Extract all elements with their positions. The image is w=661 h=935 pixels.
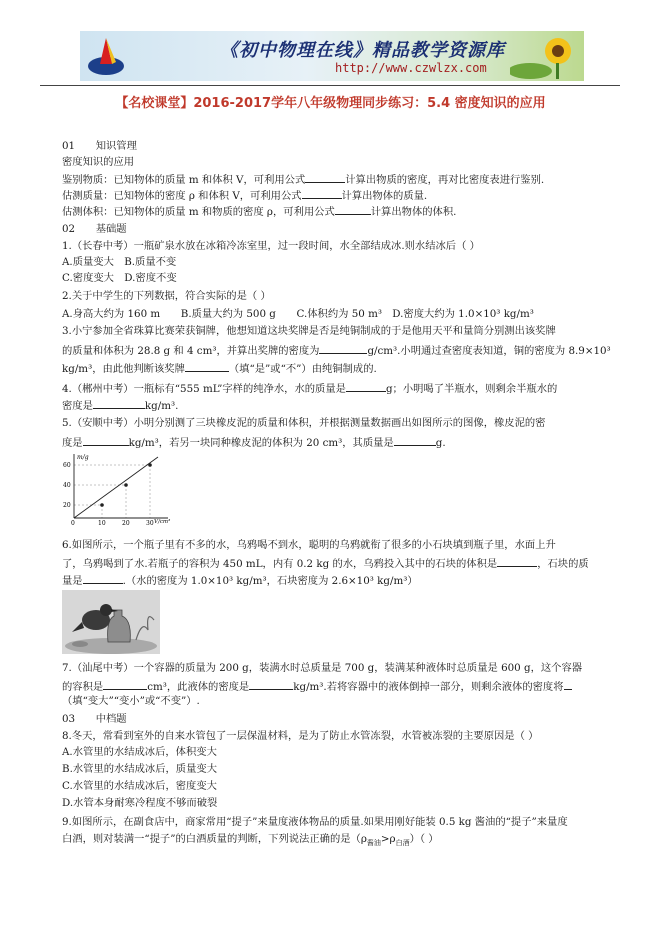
section-01-heading: 01 知识管理 <box>62 140 137 152</box>
question-5-line-2 <box>62 434 446 450</box>
text: 了，乌鸦喝到了水.若瓶子的容积为 450 mL，内有 0.2 kg 的水，乌鸦投入其中的石块的体积是 <box>62 558 498 570</box>
data-point <box>148 463 152 467</box>
text: 计算出物体的质量. <box>341 190 428 202</box>
answer-blank <box>564 678 572 690</box>
text: 计算出物体的体积. <box>370 206 457 218</box>
question-4-line-2 <box>62 397 178 413</box>
question-3-line-1: 3.小宁参加全省珠算比赛荣获铜牌，他想知道这块奖牌是否是纯铜制成的于是他用天平和量筒分别测出该奖牌 <box>62 325 556 337</box>
subscript: 酱油 <box>366 839 381 848</box>
text: g/cm³.小明通过查密度表知道，铜的密度为 8.9×10³ <box>367 345 611 357</box>
identify-substance-line <box>62 171 544 187</box>
question-7-line-3: （填“变大”“变小”或“不变”）. <box>62 695 200 707</box>
question-8-option-d: D.水管本身耐寒冷程度不够而破裂 <box>62 797 218 809</box>
banner-title: 《初中物理在线》精品教学资源库 <box>220 40 505 61</box>
data-line <box>74 457 158 518</box>
answer-blank <box>302 187 342 199</box>
question-9-line-1: 9.如图所示，在副食店中，商家常用“提子”来量度液体物品的质量.如果用刚好能装 0.5 kg 酱油的“提子”来量度 <box>62 816 568 828</box>
text: 4.（郴州中考）一瓶标有“555 mL”字样的纯净水，水的质量是 <box>62 383 346 395</box>
header-banner <box>80 31 584 81</box>
text: 的质量和体积为 28.8 g 和 4 cm³，并算出奖牌的密度为 <box>62 345 320 357</box>
y-tick-label: 40 <box>63 482 71 489</box>
y-axis-label: m/g <box>77 454 89 461</box>
text: kg/m³，若另一块同种橡皮泥的体积为 20 cm³，其质量是 <box>128 437 394 449</box>
answer-blank <box>83 434 129 446</box>
answer-blank <box>394 434 436 446</box>
text: ）（ ） <box>409 833 439 845</box>
answer-blank <box>249 678 293 690</box>
question-8: 8.冬天，常看到室外的自来水管包了一层保温材料，是为了防止水管冻裂，水管被冻裂的主要原因是（ ） <box>62 730 539 742</box>
text: kg/m³.若将容器中的液体倒掉一部分，则剩余液体的密度将 <box>293 681 564 693</box>
question-4-line-1 <box>62 380 557 396</box>
question-2-options: A.身高大约为 160 m B.质量大约为 500 g C.体积约为 50 m³ D.密度大约为 1.0×10³ kg/m³ <box>62 308 534 320</box>
crow-and-bottle-illustration <box>62 590 160 654</box>
text: ，石块的质 <box>537 558 589 570</box>
text: kg/m³，由此他判断该奖牌 <box>62 363 185 375</box>
question-8-option-b: B.水管里的水结成冰后，质量变大 <box>62 763 217 775</box>
answer-blank <box>305 171 345 183</box>
text: kg/m³. <box>144 400 179 412</box>
answer-blank <box>103 678 147 690</box>
text: 密度是 <box>62 400 93 412</box>
answer-blank <box>335 203 371 215</box>
text: 白酒，则对装满一“提子”的白酒质量的判断，下列说法正确的是（ρ <box>62 833 367 845</box>
x-tick-label: 10 <box>98 520 106 526</box>
banner-url[interactable]: http://www.czwlzx.com <box>335 61 487 75</box>
topic-heading: 密度知识的应用 <box>62 156 135 168</box>
question-1: 1.（长春中考）一瓶矿泉水放在冰箱冷冻室里，过一段时间，水全部结成冰.则水结冰后（ ） <box>62 240 480 252</box>
section-03-heading: 03 中档题 <box>62 713 127 725</box>
text: 度是 <box>62 437 83 449</box>
estimate-volume-line <box>62 203 456 219</box>
x-axis-label: V/cm³ <box>154 519 171 525</box>
answer-blank <box>83 572 123 584</box>
question-7-line-1: 7.（汕尾中考）一个容器的质量为 200 g，装满水时总质量是 700 g，装满某种液体时总质量是 600 g，这个容器 <box>62 662 583 674</box>
text: 的容积是 <box>62 681 104 693</box>
question-1-options-cd: C.密度变大 D.密度不变 <box>62 272 177 284</box>
sunflower-icon <box>510 33 580 79</box>
data-point <box>124 483 128 487</box>
question-6-line-2 <box>62 555 589 571</box>
text: g；小明喝了半瓶水，则剩余半瓶水的 <box>385 383 558 395</box>
section-02-heading: 02 基础题 <box>62 223 127 235</box>
question-6-line-3 <box>62 572 418 588</box>
question-8-option-a: A.水管里的水结成冰后，体积变大 <box>62 746 217 758</box>
answer-blank <box>185 360 229 372</box>
header-divider <box>40 85 620 86</box>
x-tick-label: 30 <box>146 520 154 526</box>
question-8-option-c: C.水管里的水结成冰后，密度变大 <box>62 780 217 792</box>
subscript: 白酒 <box>395 839 410 848</box>
text: 估测体积：已知物体的质量 m 和物质的密度 ρ，可利用公式 <box>62 206 335 218</box>
question-3-line-3 <box>62 360 377 376</box>
text: 估测质量：已知物体的密度 ρ 和体积 V，可利用公式 <box>62 190 302 202</box>
mass-volume-graph <box>62 452 174 526</box>
x-tick-label: 20 <box>122 520 130 526</box>
text: >ρ <box>380 833 396 845</box>
text: .（水的密度为 1.0×10³ kg/m³，石块密度为 2.6×10³ kg/m³） <box>122 575 418 587</box>
data-point <box>100 503 104 507</box>
question-2: 2.关于中学生的下列数据，符合实际的是（ ） <box>62 290 271 302</box>
text: （填“是”或“不”）由纯铜制成的. <box>228 363 377 375</box>
x-tick-label: 0 <box>71 520 75 526</box>
question-9-line-2 <box>62 832 439 850</box>
text: cm³，此液体的密度是 <box>147 681 250 693</box>
text: 鉴别物质：已知物体的质量 m 和体积 V，可利用公式 <box>62 174 306 186</box>
question-7-line-2 <box>62 678 572 694</box>
answer-blank <box>497 555 537 567</box>
estimate-mass-line <box>62 187 427 203</box>
answer-blank <box>346 380 386 392</box>
text: 计算出物质的密度，再对比密度表进行鉴别. <box>345 174 545 186</box>
answer-blank <box>319 342 367 354</box>
question-5-line-1: 5.（安顺中考）小明分别测了三块橡皮泥的质量和体积，并根据测量数据画出如图所示的图像，橡皮泥的密 <box>62 417 546 429</box>
y-tick-label: 60 <box>63 462 71 469</box>
question-3-line-2 <box>62 342 611 358</box>
y-tick-label: 20 <box>63 502 71 509</box>
text: 量是 <box>62 575 83 587</box>
answer-blank <box>93 397 145 409</box>
question-1-options-ab: A.质量变大 B.质量不变 <box>62 256 177 268</box>
question-6-line-1: 6.如图所示，一个瓶子里有不多的水，乌鸦喝不到水，聪明的乌鸦就衔了很多的小石块填到瓶子里，水面上升 <box>62 539 556 551</box>
text: g. <box>435 437 446 449</box>
document-title: 【名校课堂】2016-2017学年八年级物理同步练习：5.4 密度知识的应用 <box>115 96 546 111</box>
site-logo-icon <box>86 34 126 78</box>
